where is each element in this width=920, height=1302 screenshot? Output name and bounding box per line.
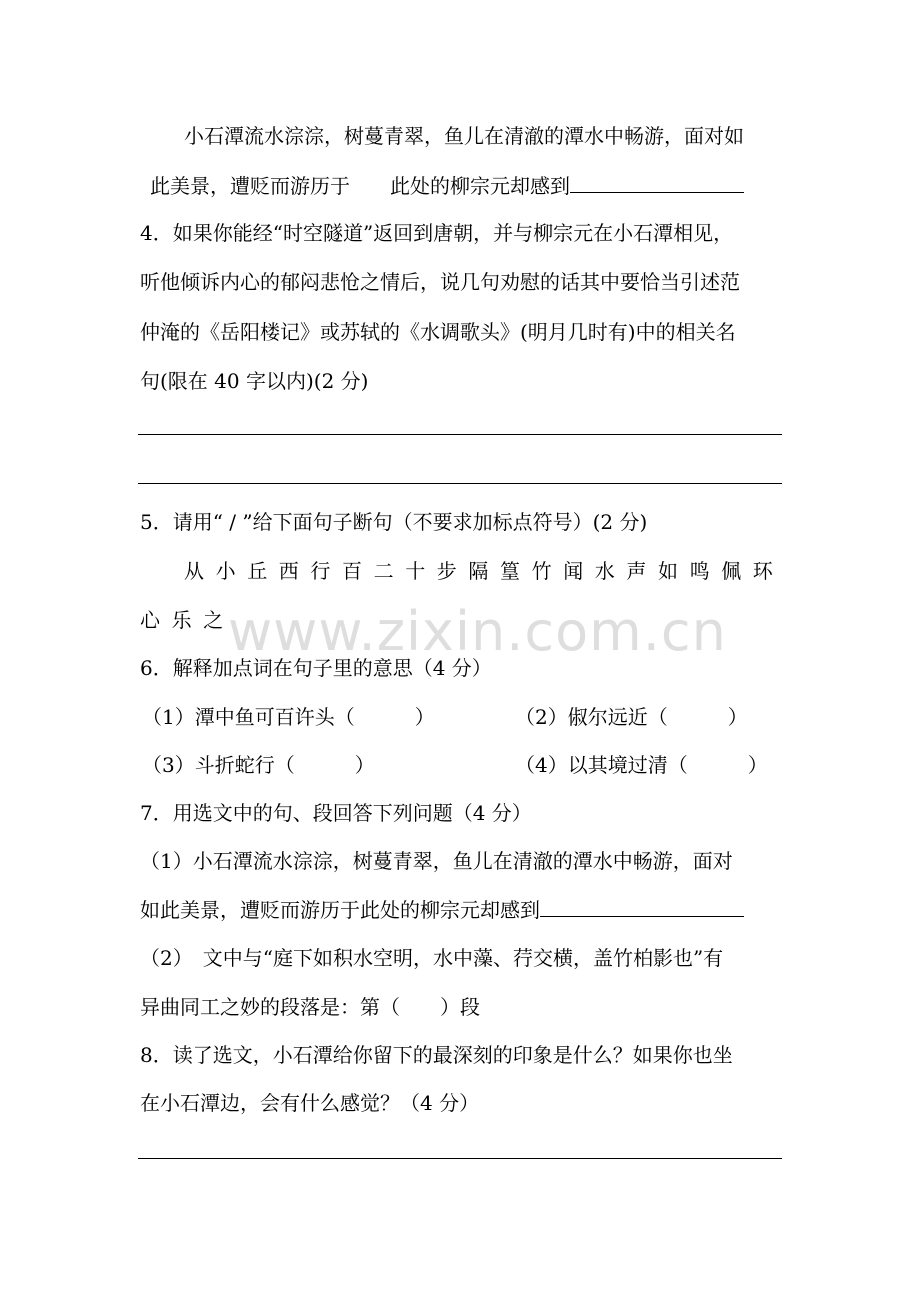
q6-title: 6．解释加点词在句子里的意思（4 分） xyxy=(140,656,492,680)
q6-item-2: （2）俶尔远近（ ） xyxy=(515,705,748,729)
intro-line-1: 小石潭流水淙淙，树蔓青翠，鱼儿在清澈的潭水中畅游，面对如 xyxy=(184,124,744,148)
q6-item-1: （1）潭中鱼可百许头（ ） xyxy=(142,705,435,729)
watermark: www.zixin.com.cn xyxy=(228,600,727,663)
q4-line-3: 仲淹的《岳阳楼记》或苏轼的《水调歌头》(明月几时有)中的相关名 xyxy=(140,320,736,344)
q7-sub1-line-2 xyxy=(140,896,744,924)
answer-line-q4-1[interactable] xyxy=(138,434,782,435)
answer-line-q4-2[interactable] xyxy=(138,483,782,484)
q6-item-4: （4）以其境过清（ ） xyxy=(515,753,768,777)
answer-line-q8[interactable] xyxy=(138,1158,782,1159)
intro-line-2 xyxy=(150,172,744,200)
q4-line-2: 听他倾诉内心的郁闷悲怆之情后，说几句劝慰的话其中要恰当引述范 xyxy=(140,270,740,294)
q5-text-line-1: 从小丘西行百二十步隔篁竹闻水声如鸣佩环 xyxy=(184,559,785,583)
q8-line-1: 8．读了选文，小石潭给你留下的最深刻的印象是什么？如果你也坐 xyxy=(140,1043,733,1067)
q7-sub1-line-1: （1）小石潭流水淙淙，树蔓青翠，鱼儿在清澈的潭水中畅游，面对 xyxy=(140,849,733,873)
q5-title: 5．请用“ / ”给下面句子断句（不要求加标点符号）(2 分) xyxy=(140,510,648,534)
answer-blank-q7[interactable] xyxy=(540,896,744,917)
q4-line-1: 4．如果你能经“时空隧道”返回到唐朝，并与柳宗元在小石潭相见， xyxy=(140,221,734,245)
q8-line-2: 在小石潭边，会有什么感觉？（4 分） xyxy=(140,1091,480,1115)
intro-line-2-text: 此美景，遭贬而游历于 此处的柳宗元却感到 xyxy=(150,174,570,198)
q7-sub2-line-1: （2） 文中与“庭下如积水空明，水中藻、荇交横，盖竹柏影也”有 xyxy=(140,946,724,970)
q6-item-3: （3）斗折蛇行（ ） xyxy=(142,753,375,777)
q4-line-4: 句(限在 40 字以内)(2 分) xyxy=(140,369,369,393)
q5-text-line-2: 心乐之 xyxy=(140,608,235,632)
q7-sub2-line-2: 异曲同工之妙的段落是：第（ ）段 xyxy=(140,995,480,1019)
answer-blank-intro[interactable] xyxy=(570,172,744,193)
q7-title: 7．用选文中的句、段回答下列问题（4 分） xyxy=(140,801,532,825)
q7-sub1-line-2-text: 如此美景，遭贬而游历于此处的柳宗元却感到 xyxy=(140,898,540,922)
